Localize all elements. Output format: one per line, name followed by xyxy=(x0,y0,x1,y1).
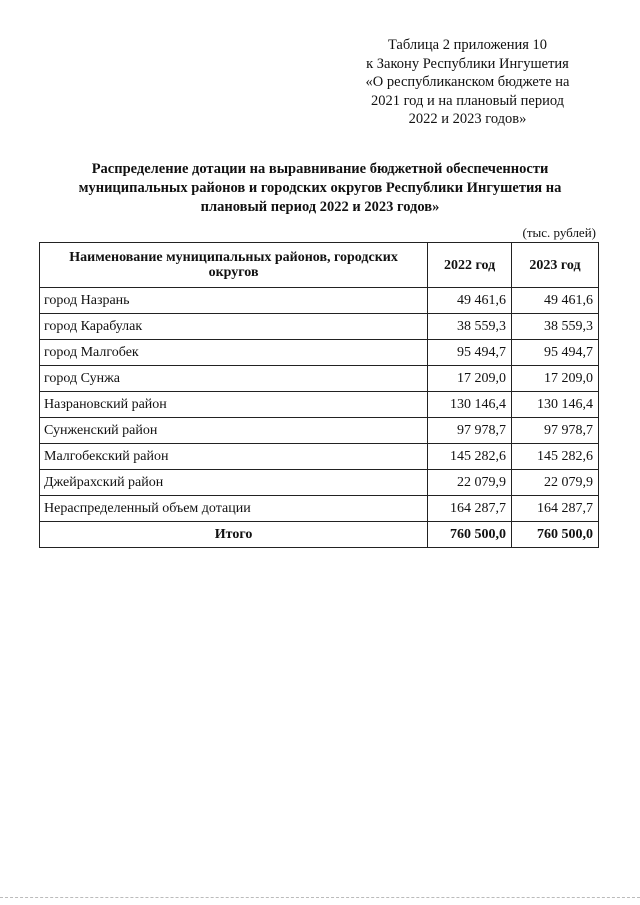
table-row xyxy=(40,392,599,418)
row-2023-cell: 38 559,3 xyxy=(512,314,599,340)
units-note: (тыс. рублей) xyxy=(522,225,596,240)
title-line: муниципальных районов и городских округов Республики Ингушетия на xyxy=(78,180,562,196)
appendix-line: 2021 год и на плановый период xyxy=(370,92,565,109)
appendix-reference xyxy=(340,36,595,129)
row-name-cell: Назрановский район xyxy=(40,392,428,418)
row-2023-cell: 49 461,6 xyxy=(512,288,599,314)
appendix-line: «О республиканском бюджете на xyxy=(365,74,570,90)
total-2023: 760 500,0 xyxy=(512,522,599,548)
total-row xyxy=(40,522,599,548)
row-2022-cell: 97 978,7 xyxy=(428,418,512,444)
row-name-cell: город Назрань xyxy=(40,288,428,314)
appendix-line: 2022 и 2023 годов» xyxy=(408,111,527,127)
row-name-cell: Сунженский район xyxy=(40,418,428,444)
row-2022-cell: 38 559,3 xyxy=(428,314,512,340)
column-header-2022: 2022 год xyxy=(428,243,512,288)
table-row xyxy=(40,340,599,366)
row-name-cell: город Сунжа xyxy=(40,366,428,392)
table-row xyxy=(40,314,599,340)
table-row xyxy=(40,418,599,444)
row-2022-cell: 17 209,0 xyxy=(428,366,512,392)
total-2022: 760 500,0 xyxy=(428,522,512,548)
table-row xyxy=(40,366,599,392)
row-2023-cell: 95 494,7 xyxy=(512,340,599,366)
row-name-cell: Малгобекский район xyxy=(40,444,428,470)
table-row xyxy=(40,470,599,496)
row-2022-cell: 49 461,6 xyxy=(428,288,512,314)
document-title xyxy=(40,160,600,217)
row-name-cell: город Карабулак xyxy=(40,314,428,340)
row-2022-cell: 164 287,7 xyxy=(428,496,512,522)
appendix-line: Таблица 2 приложения 10 xyxy=(387,37,548,53)
row-2023-cell: 22 079,9 xyxy=(512,470,599,496)
row-2023-cell: 97 978,7 xyxy=(512,418,599,444)
row-2023-cell: 17 209,0 xyxy=(512,366,599,392)
column-header-2023: 2023 год xyxy=(512,243,599,288)
table-header-row xyxy=(40,243,599,288)
row-name-cell: Нераспределенный объем дотации xyxy=(40,496,428,522)
title-line: плановый период 2022 и 2023 годов» xyxy=(200,199,440,215)
row-name-cell: город Малгобек xyxy=(40,340,428,366)
scan-bottom-edge xyxy=(0,897,640,900)
title-line: Распределение дотации на выравнивание бюджетной обеспеченности xyxy=(91,161,549,177)
table-row xyxy=(40,288,599,314)
row-2022-cell: 145 282,6 xyxy=(428,444,512,470)
row-2023-cell: 164 287,7 xyxy=(512,496,599,522)
row-2023-cell: 130 146,4 xyxy=(512,392,599,418)
table-row xyxy=(40,444,599,470)
row-2022-cell: 130 146,4 xyxy=(428,392,512,418)
row-2022-cell: 95 494,7 xyxy=(428,340,512,366)
subsidy-table xyxy=(39,242,599,548)
total-label: Итого xyxy=(40,522,428,548)
appendix-line: к Закону Республики Ингушетия xyxy=(366,55,569,72)
row-name-cell: Джейрахский район xyxy=(40,470,428,496)
table-body xyxy=(40,288,599,522)
column-header-name: Наименование муниципальных районов, городских округов xyxy=(40,243,428,288)
row-2022-cell: 22 079,9 xyxy=(428,470,512,496)
row-2023-cell: 145 282,6 xyxy=(512,444,599,470)
table-row xyxy=(40,496,599,522)
